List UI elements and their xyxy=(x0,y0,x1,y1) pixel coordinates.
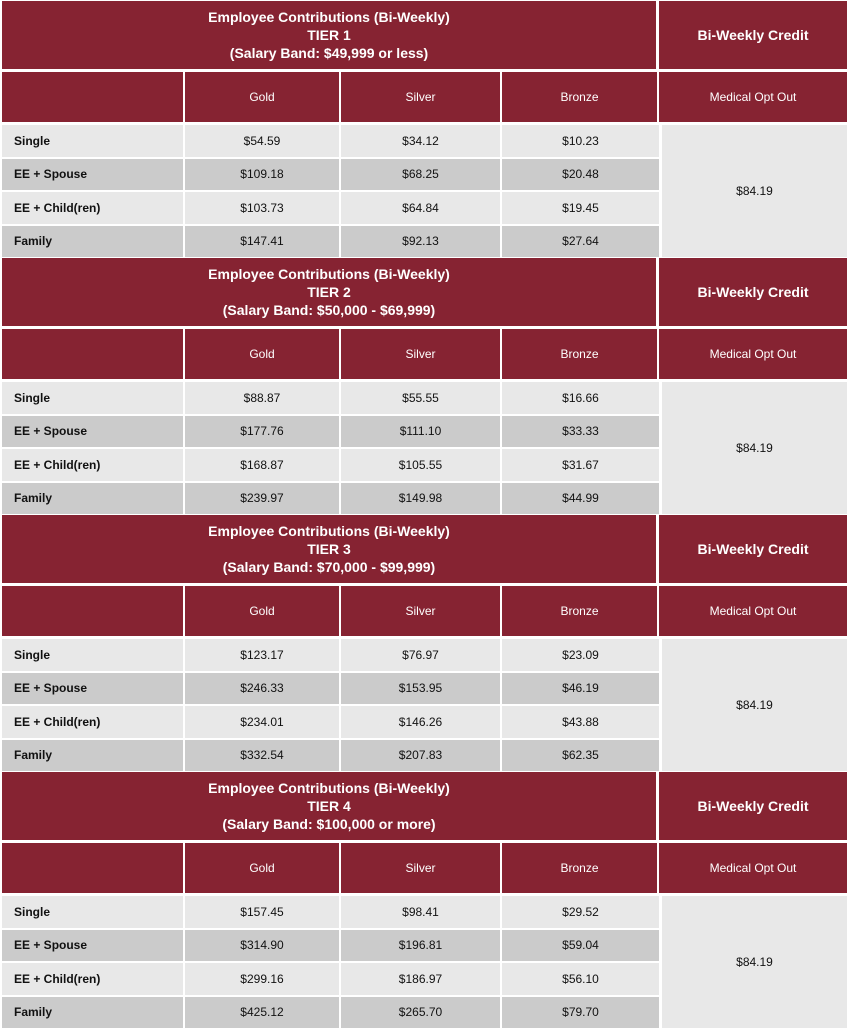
col-bronze: Bronze xyxy=(502,72,659,122)
tier-name: TIER 2 xyxy=(307,283,351,301)
silver-value: $76.97 xyxy=(341,639,502,671)
silver-value: $98.41 xyxy=(341,896,502,928)
gold-value: $239.97 xyxy=(185,483,341,515)
table-row xyxy=(2,226,659,258)
row-label: Family xyxy=(2,483,185,515)
row-label: Family xyxy=(2,997,185,1028)
bronze-value: $23.09 xyxy=(502,639,659,671)
silver-value: $196.81 xyxy=(341,930,502,962)
bronze-value: $43.88 xyxy=(502,706,659,738)
column-header-row xyxy=(2,72,847,122)
tier-title-block xyxy=(2,515,659,583)
col-gold: Gold xyxy=(185,72,341,122)
tier-header-row xyxy=(2,515,847,583)
gold-value: $425.12 xyxy=(185,997,341,1028)
table-row xyxy=(2,159,659,191)
credit-header: Bi-Weekly Credit xyxy=(659,515,847,583)
row-label: Single xyxy=(2,382,185,414)
silver-value: $68.25 xyxy=(341,159,502,191)
blank-header-cell xyxy=(2,586,185,636)
bronze-value: $10.23 xyxy=(502,125,659,157)
bronze-value: $20.48 xyxy=(502,159,659,191)
gold-value: $332.54 xyxy=(185,740,341,772)
opt-out-credit-value: $84.19 xyxy=(662,896,847,1028)
row-label: EE + Child(ren) xyxy=(2,706,185,738)
contrib-title: Employee Contributions (Bi-Weekly) xyxy=(208,265,450,283)
silver-value: $105.55 xyxy=(341,449,502,481)
silver-value: $146.26 xyxy=(341,706,502,738)
gold-value: $314.90 xyxy=(185,930,341,962)
bronze-value: $29.52 xyxy=(502,896,659,928)
tier-title-block xyxy=(2,1,659,69)
blank-header-cell xyxy=(2,72,185,122)
table-row xyxy=(2,192,659,224)
bronze-value: $79.70 xyxy=(502,997,659,1028)
gold-value: $103.73 xyxy=(185,192,341,224)
row-label: EE + Child(ren) xyxy=(2,192,185,224)
bronze-value: $19.45 xyxy=(502,192,659,224)
gold-value: $234.01 xyxy=(185,706,341,738)
silver-value: $207.83 xyxy=(341,740,502,772)
row-label: EE + Spouse xyxy=(2,416,185,448)
silver-value: $265.70 xyxy=(341,997,502,1028)
bronze-value: $31.67 xyxy=(502,449,659,481)
gold-value: $168.87 xyxy=(185,449,341,481)
table-row xyxy=(2,997,659,1028)
row-label: Single xyxy=(2,125,185,157)
col-silver: Silver xyxy=(341,843,502,893)
salary-band: (Salary Band: $50,000 - $69,999) xyxy=(223,301,435,319)
tier-header-row xyxy=(2,772,847,840)
col-bronze: Bronze xyxy=(502,843,659,893)
tier-header-row xyxy=(2,1,847,69)
col-opt-out: Medical Opt Out xyxy=(659,586,847,636)
bronze-value: $33.33 xyxy=(502,416,659,448)
salary-band: (Salary Band: $49,999 or less) xyxy=(230,44,428,62)
col-silver: Silver xyxy=(341,586,502,636)
silver-value: $55.55 xyxy=(341,382,502,414)
col-opt-out: Medical Opt Out xyxy=(659,329,847,379)
silver-value: $186.97 xyxy=(341,963,502,995)
gold-value: $299.16 xyxy=(185,963,341,995)
row-label: EE + Spouse xyxy=(2,930,185,962)
col-bronze: Bronze xyxy=(502,586,659,636)
credit-header: Bi-Weekly Credit xyxy=(659,772,847,840)
salary-band: (Salary Band: $70,000 - $99,999) xyxy=(223,558,435,576)
silver-value: $149.98 xyxy=(341,483,502,515)
gold-value: $147.41 xyxy=(185,226,341,258)
table-row xyxy=(2,449,659,481)
tier-1-table xyxy=(2,1,847,257)
tier-3-table xyxy=(2,515,847,771)
table-row xyxy=(2,382,659,414)
gold-value: $54.59 xyxy=(185,125,341,157)
contribution-rows xyxy=(2,125,659,257)
table-row xyxy=(2,639,659,671)
tier-name: TIER 1 xyxy=(307,26,351,44)
row-label: Single xyxy=(2,896,185,928)
column-header-row xyxy=(2,329,847,379)
contrib-title: Employee Contributions (Bi-Weekly) xyxy=(208,8,450,26)
blank-header-cell xyxy=(2,843,185,893)
tier-4-table xyxy=(2,772,847,1028)
table-row xyxy=(2,740,659,772)
col-gold: Gold xyxy=(185,329,341,379)
table-row xyxy=(2,673,659,705)
contribution-rows xyxy=(2,896,659,1028)
col-gold: Gold xyxy=(185,843,341,893)
bronze-value: $27.64 xyxy=(502,226,659,258)
col-bronze: Bronze xyxy=(502,329,659,379)
contrib-title: Employee Contributions (Bi-Weekly) xyxy=(208,522,450,540)
blank-header-cell xyxy=(2,329,185,379)
tier-body xyxy=(2,896,847,1028)
column-header-row xyxy=(2,586,847,636)
salary-band: (Salary Band: $100,000 or more) xyxy=(222,815,435,833)
credit-header: Bi-Weekly Credit xyxy=(659,1,847,69)
tier-name: TIER 3 xyxy=(307,540,351,558)
gold-value: $246.33 xyxy=(185,673,341,705)
table-row xyxy=(2,963,659,995)
opt-out-credit-value: $84.19 xyxy=(662,639,847,771)
col-silver: Silver xyxy=(341,329,502,379)
row-label: EE + Spouse xyxy=(2,159,185,191)
silver-value: $34.12 xyxy=(341,125,502,157)
opt-out-credit-value: $84.19 xyxy=(662,382,847,514)
gold-value: $157.45 xyxy=(185,896,341,928)
row-label: EE + Spouse xyxy=(2,673,185,705)
row-label: EE + Child(ren) xyxy=(2,449,185,481)
bronze-value: $44.99 xyxy=(502,483,659,515)
tier-name: TIER 4 xyxy=(307,797,351,815)
table-row xyxy=(2,125,659,157)
tier-header-row xyxy=(2,258,847,326)
gold-value: $88.87 xyxy=(185,382,341,414)
tier-body xyxy=(2,125,847,257)
contribution-rows xyxy=(2,639,659,771)
silver-value: $64.84 xyxy=(341,192,502,224)
table-row xyxy=(2,483,659,515)
contrib-title: Employee Contributions (Bi-Weekly) xyxy=(208,779,450,797)
tier-body xyxy=(2,639,847,771)
tier-body xyxy=(2,382,847,514)
bronze-value: $16.66 xyxy=(502,382,659,414)
gold-value: $177.76 xyxy=(185,416,341,448)
tier-title-block xyxy=(2,772,659,840)
row-label: Single xyxy=(2,639,185,671)
table-row xyxy=(2,416,659,448)
bronze-value: $46.19 xyxy=(502,673,659,705)
column-header-row xyxy=(2,843,847,893)
silver-value: $153.95 xyxy=(341,673,502,705)
gold-value: $109.18 xyxy=(185,159,341,191)
silver-value: $92.13 xyxy=(341,226,502,258)
table-row xyxy=(2,930,659,962)
row-label: EE + Child(ren) xyxy=(2,963,185,995)
credit-header: Bi-Weekly Credit xyxy=(659,258,847,326)
tier-title-block xyxy=(2,258,659,326)
gold-value: $123.17 xyxy=(185,639,341,671)
row-label: Family xyxy=(2,740,185,772)
opt-out-credit-value: $84.19 xyxy=(662,125,847,257)
bronze-value: $59.04 xyxy=(502,930,659,962)
table-row xyxy=(2,706,659,738)
col-opt-out: Medical Opt Out xyxy=(659,843,847,893)
col-opt-out: Medical Opt Out xyxy=(659,72,847,122)
bronze-value: $62.35 xyxy=(502,740,659,772)
silver-value: $111.10 xyxy=(341,416,502,448)
row-label: Family xyxy=(2,226,185,258)
col-gold: Gold xyxy=(185,586,341,636)
col-silver: Silver xyxy=(341,72,502,122)
table-row xyxy=(2,896,659,928)
bronze-value: $56.10 xyxy=(502,963,659,995)
tier-2-table xyxy=(2,258,847,514)
contribution-rows xyxy=(2,382,659,514)
